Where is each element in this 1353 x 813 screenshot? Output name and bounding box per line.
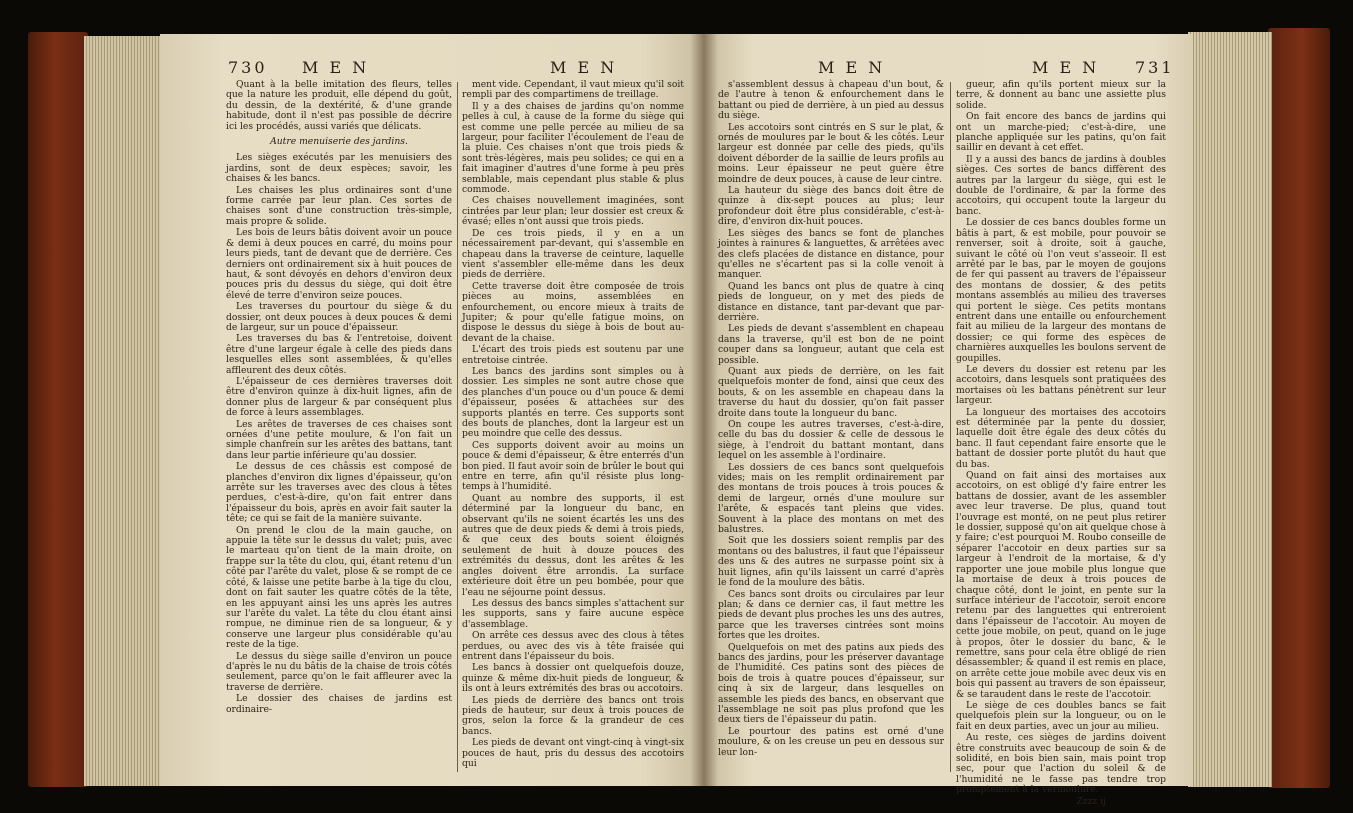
paragraph: Le dessus de ces châssis est composé de planches d'environ dix lignes d'épaisseur, qu'on arrête sur les traverses avec des clous à têtes perdues, c'est-à-dire, qu'on fait entrer dans l'épaisseur du bois, après en avoir fait sauter la tête; ce qui se fait de la manière suivante. <box>226 461 452 525</box>
right-running-head-right: M E N <box>1032 58 1100 77</box>
paragraph: Les bois de leurs bâtis doivent avoir un pouce & demi à deux pouces en carré, du moins pour leurs pieds, tant de devant que de derrière. Ces derniers ont ordinairement six à huit pouces de haut, & sont dévoyés en dehors d'environ deux pouces pris du dessus du siège, qui doit être élevé de terre d'environ seize pouces. <box>226 227 452 301</box>
right-page-edges <box>1188 32 1272 787</box>
left-column-rule <box>457 82 458 772</box>
paragraph: Le pourtour des patins est orné d'une moulure, & on les creuse un peu en dessous sur leur lon- <box>718 725 944 758</box>
paragraph: Le dossier des chaises de jardins est ordinaire- <box>226 693 452 715</box>
paragraph: Il y a aussi des bancs de jardins à doubles sièges. Ces sortes de bancs diffèrent des autres par la largeur du siège, qui est le double de l'ordinaire, & par la forme des accotoirs, qui occupent toute la largeur du banc. <box>956 153 1166 217</box>
left-page-column-2 <box>462 80 684 780</box>
paragraph: Les dossiers de ces bancs sont quelquefois vides; mais on les remplit ordinairement par des montans de trois pouces à trois pouces & demi de largeur, ornés d'une moulure sur l'arête, & espacés tant pleins que vides. Souvent à la place des montans on met des balustres. <box>718 461 944 536</box>
paragraph: Le devers du dossier est retenu par les accotoirs, dans lesquels sont pratiquées des mortaises où les battans pénètrent sur leur largeur. <box>956 363 1166 407</box>
paragraph: Au reste, ces sièges de jardins doivent être construits avec beaucoup de soin & de solidité, en bois bien sain, mais point trop sec, pour que l'action du soleil & de l'humidité ne le fasse pas tendre trop promptement à la vermoulure. <box>956 732 1166 796</box>
paragraph: On fait encore des bancs de jardins qui ont un marche-pied; c'est-à-dire, une planche appliquée sur les patins, qu'on fait saillir en devant à cet effet. <box>956 111 1166 154</box>
paragraph: Les sièges exécutés par les menuisiers des jardins, sont de deux espèces; savoir, les chaises & les bancs. <box>226 152 452 185</box>
paragraph: Quant à la belle imitation des fleurs, telles que la nature les produit, elle dépend du goût, du dessin, de la dextérité, & d'une grande habitude, dont il n'est pas possible de décrire ici les procédés, aussi variés que délicats. <box>226 79 452 132</box>
paragraph: Les chaises les plus ordinaires sont d'une forme carrée par leur plan. Ces sortes de chaises sont d'une construction très-simple, mais propre & solide. <box>226 184 452 227</box>
paragraph: Les traverses du pourtour du siège & du dossier, ont deux pouces à deux pouces & demi de largeur, sur un pouce d'épaisseur. <box>226 301 452 333</box>
paragraph: Le siège de ces doubles bancs se fait quelquefois plein sur la longueur, ou on le fait en deux parties, avec un jour au milieu. <box>956 699 1166 732</box>
left-running-head-right: M E N <box>550 58 618 77</box>
paragraph: On coupe les autres traverses, c'est-à-dire, celle du bas du dossier & celle de dessous le siège, à l'endroit du battant montant, dans lequel on les assemble à l'ordinaire. <box>718 419 944 462</box>
paragraph: On prend le clou de la main gauche, on appuie la tête sur le dessus du valet; puis, avec le marteau qu'on tient de la main droite, on frappe sur la tête du clou, qui, étant retenu d'un côté par l'arête du valet, plose & se rompt de ce côté, & laisse une petite barbe à la tige du clou, dont on fait sauter les quatre côtés de la tête, en les appuyant ainsi les uns après les autres sur l'arête du valet. La tête du clou étant ainsi rompue, ne diminue rien de sa longueur, & y conserve une largeur plus considérable qu'au reste de la tige. <box>226 524 452 651</box>
paragraph: Les pieds de devant ont vingt-cinq à vingt-six pouces de haut, pris du dessus des accotoirs qui <box>462 737 684 769</box>
right-cover <box>1268 28 1330 788</box>
paragraph: Les traverses du bas & l'entretoise, doivent être d'une largeur égale à celle des pieds dans lesquelles elles sont assemblées, & qu'elles affleurent des deux côtés. <box>226 333 452 376</box>
right-page-column-2 <box>956 79 1166 807</box>
paragraph: Ces chaises nouvellement imaginées, sont cintrées par leur plan; leur dossier est creux & évasé; elles n'ont aussi que trois pieds. <box>462 195 684 228</box>
section-heading: Autre menuiserie des jardins. <box>270 136 408 148</box>
paragraph: Les bancs à dossier ont quelquefois douze, quinze & même dix-huit pieds de longueur, & ils ont à leurs extrémités des bras ou accotoirs. <box>462 662 684 695</box>
paragraph: Quant au nombre des supports, il est déterminé par la longueur du banc, en observant qu'ils ne soient écartés les uns des autres que de deux pieds & demi à trois pieds, & que ceux des bouts soient éloignés seulement de huit à douze pouces des extrémités du dessus, dont les arêtes & les angles doivent être arrondis. La surface extérieure doit être un peu bombée, pour que l'eau ne séjourne point dessus. <box>462 492 684 598</box>
paragraph: Quelquefois on met des patins aux pieds des bancs des jardins, pour les préserver davantage de l'humidité. Ces patins sont des pièces de bois de trois à quatre pouces d'épaisseur, sur cinq à six de largeur, dans lesquelles on assemble les pieds des bancs, en observant que l'assemblage ne soit pas plus profond que les deux tiers de l'épaisseur du patin. <box>718 641 944 726</box>
paragraph: L'écart des trois pieds est soutenu par une entretoise cintrée. <box>462 344 684 366</box>
paragraph: La hauteur du siège des bancs doit être de quinze à dix-sept pouces au plus; leur profondeur doit être plus considérable, c'est-à-dire, d'environ dix-huit pouces. <box>718 185 944 228</box>
paragraph: Le dessus du siège saille d'environ un pouce d'après le nu du bâtis de la chaise de trois côtés seulement, parce qu'on le fait affleurer avec la traverse de derrière. <box>226 650 452 693</box>
paragraph: Cette traverse doit être composée de trois pièces au moins, assemblées en enfourchement, ou encore mieux à traits de Jupiter; & pour qu'elle fatigue moins, on dispose le dessus du siège à bois de bout au-devant de la chaise. <box>462 280 684 344</box>
signature-mark: Zzzz ij <box>1076 795 1106 807</box>
right-running-head-left: M E N <box>818 58 886 77</box>
right-column-rule <box>950 82 951 772</box>
paragraph: ment vide. Cependant, il vaut mieux qu'il soit rempli par des compartimens de treillage. <box>462 79 684 101</box>
left-page-column-1 <box>226 80 452 780</box>
paragraph: Il y a des chaises de jardins qu'on nomme pelles à cul, à cause de la forme du siège qui est comme une pelle percée au milieu de sa largeur, pour faciliter l'écoulement de l'eau de la pluie. Ces chaises n'ont que trois pieds & sont très-légères, mais peu solides; ce qui en a fait imaginer d'autres d'une forme à peu près semblable, mais cependant plus stable & plus commode. <box>462 100 684 196</box>
left-running-head-left: M E N <box>302 58 370 77</box>
paragraph: L'épaisseur de ces dernières traverses doit être d'environ quinze à dix-huit lignes, afin de donner plus de largeur & par conséquent plus de force à leurs assemblages. <box>226 375 452 419</box>
paragraph: Les sièges des bancs se font de planches jointes à rainures & languettes, & arrêtées avec des clefs placées de distance en distance, pour qu'elles ne s'écartent pas si la colle venoit à manquer. <box>718 227 944 281</box>
left-cover <box>28 32 88 787</box>
paragraph: Les bancs des jardins sont simples ou à dossier. Les simples ne sont autre chose que des planches d'un pouce ou d'un pouce & demi d'épaisseur, posées & attachées sur des supports plantés en terre. Ces supports sont des bouts de planches, dont la largeur est un peu moindre que celle des dessus. <box>462 365 684 440</box>
left-page-edges <box>84 36 166 786</box>
paragraph: Les pieds de devant s'assemblent en chapeau dans la traverse, qu'il est bon de ne point couper dans sa longueur, autant que cela est possible. <box>718 323 944 366</box>
book-gutter <box>690 34 718 786</box>
paragraph: Les accotoirs sont cintrés en S sur le plat, & ornés de moulures par le bout & les côtés. Leur largeur est donnée par celle des pieds, qu'ils doivent déborder de la saillie de leurs profils au moins. Leur épaisseur ne peut guère être moindre de deux pouces, à cause de leur cintre. <box>718 121 944 185</box>
paragraph: Le dossier de ces bancs doubles forme un bâtis à part, & est mobile, pour pouvoir se renverser, soit à droite, soit à gauche, suivant le côté où l'on veut s'asseoir. Il est arrêté par le bas, par le moyen de goujons de fer qui passent au travers de l'épaisseur des montans de dossier, & des petits montans assemblés au milieu des traverses qui portent le siège. Ces petits montans entrent dans une entaille ou enfourchement fait au milieu de la largeur des montans de dossier; ce qui forme des espèces de charnières auxquelles les boulons servent de goupilles. <box>956 217 1166 364</box>
paragraph: Quand les bancs ont plus de quatre à cinq pieds de longueur, on y met des pieds de distance en distance, tant par-devant que par-derrière. <box>718 280 944 323</box>
paragraph: Les dessus des bancs simples s'attachent sur les supports, sans y faire aucune espèce d'assemblage. <box>462 597 684 630</box>
paragraph: Soit que les dossiers soient remplis par des montans ou des balustres, il faut que l'épaisseur des uns & des autres ne surpasse point six à huit lignes, afin qu'ils laissent un carré d'après le fond de la moulure des bâtis. <box>718 535 944 589</box>
right-page-column-1 <box>718 80 944 780</box>
paragraph: De ces trois pieds, il y en a un nécessairement par-devant, qui s'assemble en chapeau dans la traverse de ceinture, laquelle vient s'assembler elle-même dans les deux pieds de derrière. <box>462 227 684 281</box>
paragraph: On arrête ces dessus avec des clous à têtes perdues, ou avec des vis à tête fraisée qui entrent dans l'épaisseur du bois. <box>462 630 684 662</box>
paragraph: La longueur des mortaises des accotoirs est déterminée par la pente du dossier, laquelle doit être égale des deux côtés du banc. Il faut cependant faire ensorte que le battant de dossier porte plutôt du haut que du bas. <box>956 406 1166 470</box>
paragraph: s'assemblent dessus à chapeau d'un bout, & de l'autre à tenon & enfourchement dans le battant ou pied de derrière, à un pied au dessus du siège. <box>718 79 944 122</box>
left-page-number: 730 <box>228 58 268 77</box>
paragraph: Les arêtes de traverses de ces chaises sont ornées d'une petite moulure, & l'on fait un simple chanfrein sur les arêtes des battans, tant dans leur partie inférieure qu'au dossier. <box>226 418 452 461</box>
paragraph: Quant aux pieds de derrière, on les fait quelquefois monter de fond, ainsi que ceux des bouts, & on les assemble en chapeau dans la traverse du haut du dossier, qu'on fait passer droite dans toute la longueur du banc. <box>718 365 944 419</box>
right-page-number: 731 <box>1135 58 1175 77</box>
paragraph: gueur, afin qu'ils portent mieux sur la terre, & donnent au banc une assiette plus solide. <box>956 79 1166 111</box>
paragraph: Ces bancs sont droits ou circulaires par leur plan; & dans ce dernier cas, il faut mettre les pieds de devant plus proches les uns des autres, parce que les traverses cintrées sont moins fortes que les droites. <box>718 588 944 642</box>
paragraph: Les pieds de derrière des bancs ont trois pieds de hauteur, sur deux à trois pouces de gros, selon la force & la grandeur de ces bancs. <box>462 694 684 737</box>
paragraph: Quand on fait ainsi des mortaises aux accotoirs, on est obligé d'y faire entrer les battans de dossier, avant de les assembler avec leur traverse. De plus, quand tout l'ouvrage est monté, on ne peut plus retirer le dossier, supposé qu'on ait quelque chose à y faire; c'est pourquoi M. Roubo conseille de séparer l'accotoir en deux parties sur sa largeur à l'endroit de la mortaise, & d'y rapporter une joue mobile plus longue que la mortaise de deux à trois pouces de chaque côté, dont le joint, en pente sur la surface intérieur de l'accotoir, seroit encore retenu par des languettes qui entreroient dans l'épaisseur de l'accotoir. Au moyen de cette joue mobile, on peut, quand on le juge à propos, ôter le dossier du banc, & le remettre, sans pour cela être obligé de rien désassembler; & quand il est remis en place, on arrête cette joue mobile avec deux vis en bois qui passent au travers de son épaisseur, & se taraudent dans le reste de l'accotoir. <box>956 470 1166 700</box>
paragraph: Ces supports doivent avoir au moins un pouce & demi d'épaisseur, & être enterrés d'un bon pied. Il faut avoir soin de brûler le bout qui entre en terre, afin qu'il résiste plus long-temps à l'humidité. <box>462 439 684 493</box>
